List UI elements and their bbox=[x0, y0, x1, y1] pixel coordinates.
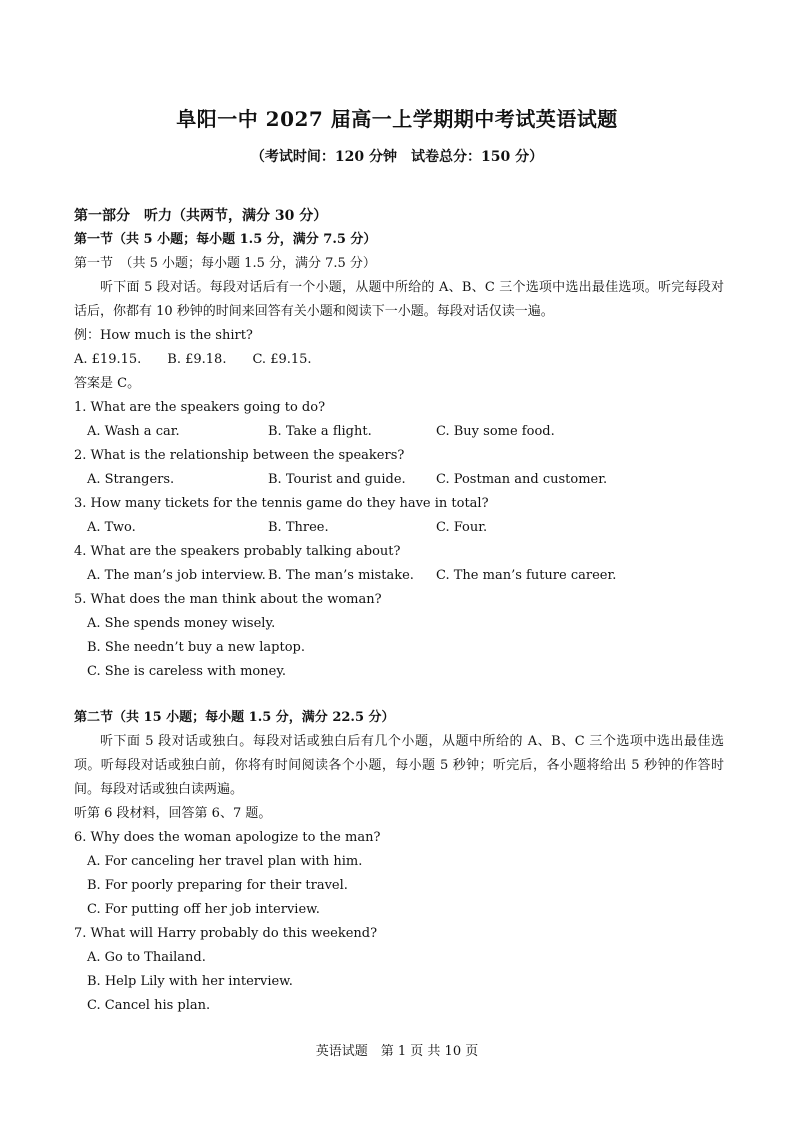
part1-heading: 第一部分 听力（共两节，满分 30 分） bbox=[74, 208, 328, 224]
question-3: 3. How many tickets for the tennis game do they have in total? bbox=[74, 496, 489, 511]
example-option-a: A. £19.15. bbox=[74, 352, 142, 367]
option-c: C. Buy some food. bbox=[436, 424, 555, 439]
example-answer: 答案是 C。 bbox=[74, 376, 141, 391]
option-a: A. Wash a car. bbox=[87, 424, 180, 439]
material-note: 听第 6 段材料，回答第 6、7 题。 bbox=[74, 806, 272, 821]
option-b: B. Take a flight. bbox=[268, 424, 372, 439]
section2-heading: 第二节（共 15 小题；每小题 1.5 分，满分 22.5 分） bbox=[74, 710, 395, 725]
exam-content bbox=[74, 204, 724, 1018]
section1-repeat-line: 第一节 （共 5 小题；每小题 1.5 分，满分 7.5 分） bbox=[74, 256, 376, 271]
section1-heading: 第一节（共 5 小题；每小题 1.5 分，满分 7.5 分） bbox=[74, 232, 377, 247]
option-c: C. The man’s future career. bbox=[436, 568, 617, 583]
section-gap bbox=[74, 684, 724, 706]
option-c: C. For putting off her job interview. bbox=[87, 902, 320, 917]
question-4-options bbox=[74, 564, 724, 588]
section1-instructions: 听下面 5 段对话。每段对话后有一个小题，从题中所给的 A、B、C 三个选项中选出最佳选项。听完每段对话后，你都有 10 秒钟的时间来回答有关小题和阅读下一小题。每段对话仅读一遍。 bbox=[74, 280, 724, 319]
example-option-c: C. £9.15. bbox=[252, 352, 312, 367]
example-question: 例：How much is the shirt? bbox=[74, 328, 253, 343]
option-b: B. Tourist and guide. bbox=[268, 472, 406, 487]
question-4: 4. What are the speakers probably talking about? bbox=[74, 544, 401, 559]
page-footer: 英语试题 第 1 页 共 10 页 bbox=[315, 1044, 479, 1059]
option-b: B. She needn’t buy a new laptop. bbox=[87, 640, 305, 655]
question-5: 5. What does the man think about the woman? bbox=[74, 592, 382, 607]
question-6: 6. Why does the woman apologize to the man? bbox=[74, 830, 381, 845]
example-option-b: B. £9.18. bbox=[167, 352, 227, 367]
exam-time-info: （考试时间：120 分钟 试卷总分：150 分） bbox=[250, 149, 544, 165]
option-a: A. Go to Thailand. bbox=[87, 950, 206, 965]
option-a: A. For canceling her travel plan with him. bbox=[87, 854, 363, 869]
option-a: A. Two. bbox=[87, 520, 136, 535]
question-3-options bbox=[74, 516, 724, 540]
page-title: 阜阳一中 2027 届高一上学期期中考试英语试题 bbox=[176, 107, 618, 131]
option-b: B. For poorly preparing for their travel. bbox=[87, 878, 348, 893]
question-2-options bbox=[74, 468, 724, 492]
example-options bbox=[74, 348, 724, 372]
question-2: 2. What is the relationship between the speakers? bbox=[74, 448, 405, 463]
option-c: C. Postman and customer. bbox=[436, 472, 608, 487]
option-b: B. Three. bbox=[268, 520, 329, 535]
option-b: B. The man’s mistake. bbox=[268, 568, 414, 583]
option-a: A. The man’s job interview. bbox=[87, 568, 266, 583]
question-1-options bbox=[74, 420, 724, 444]
option-c: C. Cancel his plan. bbox=[87, 998, 211, 1013]
section2-instructions: 听下面 5 段对话或独白。每段对话或独白后有几个小题，从题中所给的 A、B、C 三个选项中选出最佳选项。听每段对话或独白前，你将有时间阅读各个小题，每小题 5 秒钟；听完后，各小题将给出 5 秒钟的作答时间。每段对话或独白读两遍。 bbox=[74, 734, 724, 797]
option-c: C. She is careless with money. bbox=[87, 664, 287, 679]
option-a: A. She spends money wisely. bbox=[87, 616, 276, 631]
option-a: A. Strangers. bbox=[87, 472, 175, 487]
question-1: 1. What are the speakers going to do? bbox=[74, 400, 326, 415]
option-b: B. Help Lily with her interview. bbox=[87, 974, 293, 989]
option-c: C. Four. bbox=[436, 520, 488, 535]
question-7: 7. What will Harry probably do this weekend? bbox=[74, 926, 378, 941]
